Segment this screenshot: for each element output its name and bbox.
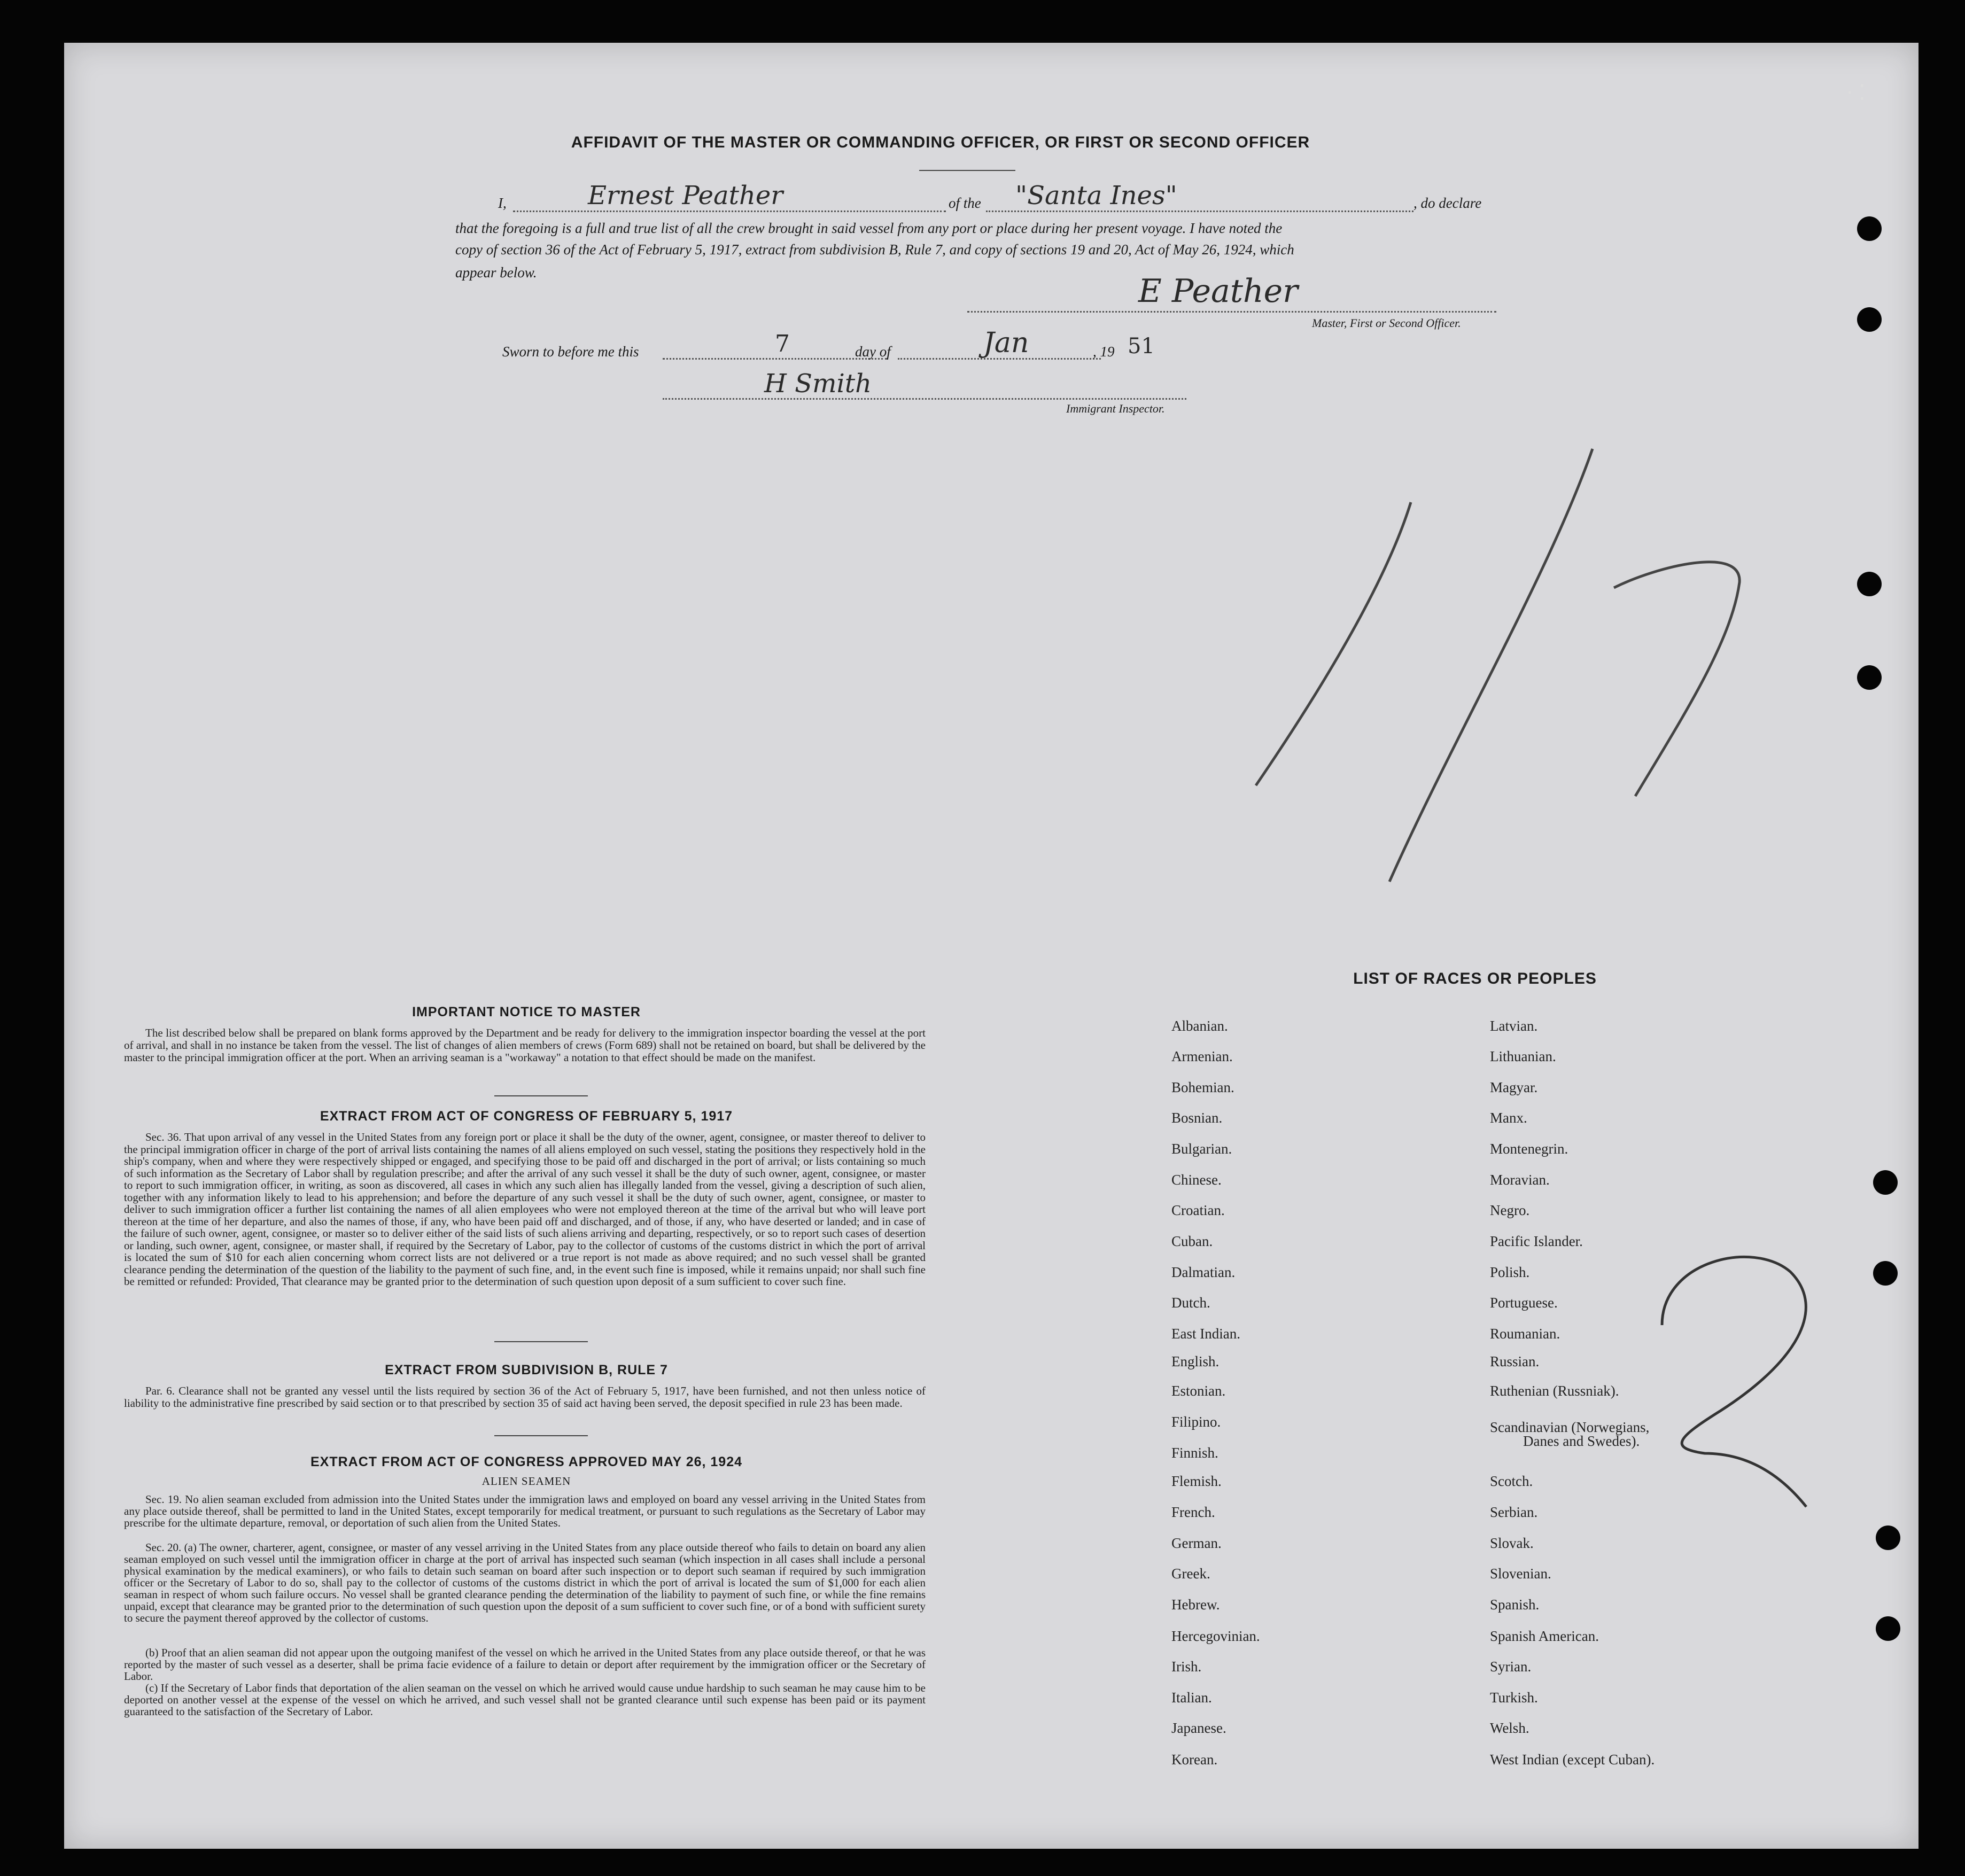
affidavit-body-line1: that the foregoing is a full and true list of all the crew brought in said vessel from any port or place during her present voyage. I have noted the bbox=[455, 220, 1283, 236]
race-item-right: Magyar. bbox=[1490, 1079, 1538, 1095]
handwritten-2 bbox=[1646, 1240, 1822, 1517]
vessel-field-line bbox=[986, 211, 1413, 212]
i-label: I, bbox=[498, 195, 507, 211]
day-of-label: day of bbox=[855, 344, 891, 360]
day-handwritten: 7 bbox=[775, 330, 790, 357]
race-item-left: Bulgarian. bbox=[1171, 1141, 1232, 1157]
inspector-line bbox=[663, 398, 1186, 400]
of-the-label: of the bbox=[949, 195, 981, 211]
do-declare-label: , do declare bbox=[1413, 195, 1482, 211]
race-item-right: Lithuanian. bbox=[1490, 1048, 1556, 1064]
extract1917-rule bbox=[494, 1341, 588, 1342]
day-field-line bbox=[663, 358, 887, 360]
notice-heading: IMPORTANT NOTICE TO MASTER bbox=[412, 1005, 641, 1019]
race-item-left: German. bbox=[1171, 1535, 1222, 1551]
race-item-left: Bosnian. bbox=[1171, 1110, 1223, 1126]
race-item-right: Slovenian. bbox=[1490, 1566, 1551, 1582]
extract1924-sec19: Sec. 19. No alien seaman excluded from admission into the United States under the immigration laws and employed on board any vessel arriving in the United States from any place outside thereof, shall be permitted to land in the United States, except temporarily for medical treatment, or pursuant to such regulations as the Secretary of Labor may prescribe for the ultimate departure, removal, or deportation of such alien from the United States. bbox=[124, 1493, 926, 1529]
race-item-right: West Indian (except Cuban). bbox=[1490, 1752, 1655, 1768]
race-item-right: Welsh. bbox=[1490, 1720, 1529, 1736]
rule7-heading: EXTRACT FROM SUBDIVISION B, RULE 7 bbox=[385, 1363, 668, 1377]
inspector-signature-handwritten: H Smith bbox=[764, 369, 872, 399]
punch-hole bbox=[1857, 572, 1882, 596]
title-rule bbox=[919, 170, 1015, 171]
race-item-right: Portuguese. bbox=[1490, 1295, 1558, 1311]
race-item-left: Cuban. bbox=[1171, 1233, 1213, 1249]
notice-rule bbox=[494, 1095, 588, 1096]
master-name-handwritten: Ernest Peather bbox=[588, 181, 783, 211]
race-item-right: Turkish. bbox=[1490, 1690, 1538, 1706]
race-item-right: Moravian. bbox=[1490, 1172, 1550, 1188]
race-item-left: Italian. bbox=[1171, 1690, 1212, 1706]
year-printed: , 19 bbox=[1093, 344, 1115, 360]
race-item-right: Manx. bbox=[1490, 1110, 1527, 1126]
race-item-left: Chinese. bbox=[1171, 1172, 1222, 1188]
race-item-right: Russian. bbox=[1490, 1353, 1540, 1369]
signature-line bbox=[967, 311, 1496, 313]
race-item-left: Irish. bbox=[1171, 1659, 1202, 1675]
race-item-right: Montenegrin. bbox=[1490, 1141, 1568, 1157]
inspector-caption: Immigrant Inspector. bbox=[1066, 402, 1165, 415]
race-item-right: Negro. bbox=[1490, 1202, 1530, 1218]
notice-text: The list described below shall be prepared on blank forms approved by the Department and be ready for delivery to the immigration inspector boarding the vessel at the port of arrival, and shall in no instance be taken from the vessel. The list of changes of alien members of crews (Form 689) shall not be retained on board, but shall be delivered by the master to the principal immigration officer at the port. When an arriving seaman is a "workaway" a notation to that effect should be made on the manifest. bbox=[124, 1026, 926, 1064]
race-item-left: English. bbox=[1171, 1353, 1220, 1369]
rule7-text: Par. 6. Clearance shall not be granted any vessel until the lists required by section 36 of the Act of February 5, 1917, have been furnished, and not then unless notice of liability to the administrative fine prescribed by said section or to that prescribed by section 35 of said act having been served, the deposit specified in rule 23 has been made. bbox=[124, 1384, 926, 1410]
extract1917-text: Sec. 36. That upon arrival of any vessel in the United States from any foreign port or place it shall be the duty of the owner, agent, consignee, or master thereof to deliver to the principal immigration officer in charge of the port of arrival lists containing the names of all aliens employed on such vessel, stating the positions they respectively hold in the ship's company, when and where they were respectively shipped or engaged, and specifying those to be paid off and discharged in the port of arrival; or lists containing so much of such information as the Secretary of Labor shall by regulation prescribe; and after the arrival of any such vessel it shall be the duty of such owner, agent, consignee, or master to report to such immigration officer, in writing, as soon as discovered, all cases in which any such alien has illegally landed from the vessel, giving a description of such alien, together with any information likely to lead to his apprehension; and before the departure of any such vessel it shall be the duty of such owner, agent, consignee, or master to deliver to such immigration officer a further list containing the names of all alien employees who were not employed thereon at the time of the arrival but who will leave port thereon at the time of her departure, and also the names of those, if any, who have been paid off and discharged, and of those, if any, who have deserted or landed; and in case of the failure of such owner, agent, consignee, or master so to deliver either of the said lists of such aliens arriving and departing, respectively, or so to report such cases of desertion or landing, such owner, agent, consignee, or master shall, if required by the Secretary of Labor, pay to the collector of customs of the customs district in which the port of arrival is located the sum of $10 for each alien concerning whom correct lists are not delivered or a true report is not made as above required; and no such vessel shall be granted clearance pending the determination of the question of the liability to the payment of such fine, and, in the event such fine is imposed, while it remains unpaid; nor shall such fine be remitted or refunded: Provided, That clearance may be granted prior to the determination of such question upon deposit of a sum sufficient to cover such fine. bbox=[124, 1131, 926, 1288]
races-heading: LIST OF RACES OR PEOPLES bbox=[1353, 970, 1597, 987]
extract1924-subheading: ALIEN SEAMEN bbox=[481, 1475, 571, 1488]
race-item-left: Estonian. bbox=[1171, 1383, 1226, 1399]
race-continuation: Danes and Swedes). bbox=[1523, 1433, 1640, 1449]
handwritten-2-label bbox=[0, 0, 1, 1]
race-item-right: Slovak. bbox=[1490, 1535, 1534, 1551]
affidavit-title: AFFIDAVIT OF THE MASTER OR COMMANDING OFFICER, OR FIRST OR SECOND OFFICER bbox=[571, 134, 1310, 151]
signature-caption: Master, First or Second Officer. bbox=[1312, 316, 1461, 330]
master-signature-handwritten: E Peather bbox=[1138, 273, 1298, 310]
race-item-left: Hebrew. bbox=[1171, 1597, 1220, 1613]
punch-hole bbox=[1873, 1170, 1898, 1195]
race-item-left: Filipino. bbox=[1171, 1414, 1221, 1430]
punch-hole bbox=[1857, 665, 1882, 690]
affidavit-body-line2: copy of section 36 of the Act of February 5, 1917, extract from subdivision B, Rule 7, and copy of sections 19 and 20, Act of May 26, 1924, which bbox=[455, 242, 1294, 258]
race-item-left: Dalmatian. bbox=[1171, 1264, 1236, 1280]
race-item-right: Scandinavian (Norwegians, bbox=[1490, 1419, 1650, 1435]
race-item-left: Croatian. bbox=[1171, 1202, 1225, 1218]
punch-hole bbox=[1876, 1616, 1900, 1641]
extract1924-sec20a: Sec. 20. (a) The owner, charterer, agent, consignee, or master of any vessel arriving in the United States from any place outside thereof who fails to detain on board any alien seaman employed on such vessel until the immigration officer in charge at the port of arrival has inspected such seaman (which inspection in all cases shall include a personal physical examination by the medical examiners), or who fails to detain such seaman on board after such inspection or to deport such seaman if required by such immigration officer or the Secretary of Labor to do so, shall pay to the collector of customs of the customs district in which the port of arrival is located the sum of $1,000 for each alien seaman in respect of whom such failure occurs. No vessel shall be granted clearance pending the determination of the liability to payment of such fine, or while the fine remains unpaid, except that clearance may be granted prior to the determination of such question upon the deposit of a sum sufficient to cover such fine, or of a bond with sufficient surety to secure the payment thereof approved by the collector of customs. bbox=[124, 1541, 926, 1624]
race-item-left: Korean. bbox=[1171, 1752, 1218, 1768]
vessel-name-handwritten: "Santa Ines" bbox=[1015, 181, 1177, 211]
race-item-left: East Indian. bbox=[1171, 1326, 1240, 1342]
punch-hole bbox=[1873, 1261, 1898, 1286]
month-handwritten: Jan bbox=[983, 327, 1029, 359]
affidavit-body-line3: appear below. bbox=[455, 264, 537, 281]
race-item-left: Hercegovinian. bbox=[1171, 1628, 1260, 1644]
race-item-right: Pacific Islander. bbox=[1490, 1233, 1583, 1249]
punch-hole bbox=[1857, 216, 1882, 241]
race-item-left: Greek. bbox=[1171, 1566, 1210, 1582]
race-item-right: Serbian. bbox=[1490, 1504, 1538, 1520]
name-field-line bbox=[513, 211, 946, 212]
race-item-right: Spanish American. bbox=[1490, 1628, 1599, 1644]
handwritten-117 bbox=[1229, 438, 1764, 919]
punch-hole bbox=[1876, 1525, 1900, 1550]
extract1924-sec20b: (b) Proof that an alien seaman did not appear upon the outgoing manifest of the vessel on which he arrived in the United States from any place outside thereof, or that he was reported by the master of such vessel as a deserter, shall be prima facie evidence of a failure to detain or deport after requirement by the immigration officer or the Secretary of Labor. bbox=[124, 1646, 926, 1683]
corner-mark: ⋅ ⁚ bbox=[1846, 81, 1866, 105]
race-item-right: Ruthenian (Russniak). bbox=[1490, 1383, 1619, 1399]
race-item-right: Polish. bbox=[1490, 1264, 1530, 1280]
race-item-right: Syrian. bbox=[1490, 1659, 1532, 1675]
extract1924-sec20c: (c) If the Secretary of Labor finds that deportation of the alien seaman on the vessel on which he arrived would cause undue hardship to such seaman he may cause him to be deported on another vessel at the expense of the vessel on which he arrived, and such vessel shall not be granted clearance until such expense has been paid or its payment guaranteed to the satisfaction of the Secretary of Labor. bbox=[124, 1682, 926, 1718]
race-item-right: Spanish. bbox=[1490, 1597, 1540, 1613]
sworn-label: Sworn to before me this bbox=[502, 344, 639, 360]
race-item-left: Finnish. bbox=[1171, 1445, 1218, 1461]
race-item-left: Japanese. bbox=[1171, 1720, 1226, 1736]
rule7-rule bbox=[494, 1435, 588, 1436]
race-item-right: Latvian. bbox=[1490, 1018, 1538, 1034]
punch-hole bbox=[1857, 307, 1882, 332]
race-item-left: French. bbox=[1171, 1504, 1215, 1520]
race-item-right: Roumanian. bbox=[1490, 1326, 1560, 1342]
year-handwritten: 51 bbox=[1128, 334, 1155, 359]
race-item-right: Scotch. bbox=[1490, 1473, 1533, 1489]
race-item-left: Armenian. bbox=[1171, 1048, 1233, 1064]
race-item-left: Bohemian. bbox=[1171, 1079, 1234, 1095]
extract1917-heading: EXTRACT FROM ACT OF CONGRESS OF FEBRUARY 5, 1917 bbox=[320, 1109, 733, 1124]
race-item-left: Dutch. bbox=[1171, 1295, 1210, 1311]
extract1924-heading: EXTRACT FROM ACT OF CONGRESS APPROVED MAY 26, 1924 bbox=[310, 1454, 743, 1469]
race-item-left: Albanian. bbox=[1171, 1018, 1228, 1034]
race-item-left: Flemish. bbox=[1171, 1473, 1222, 1489]
